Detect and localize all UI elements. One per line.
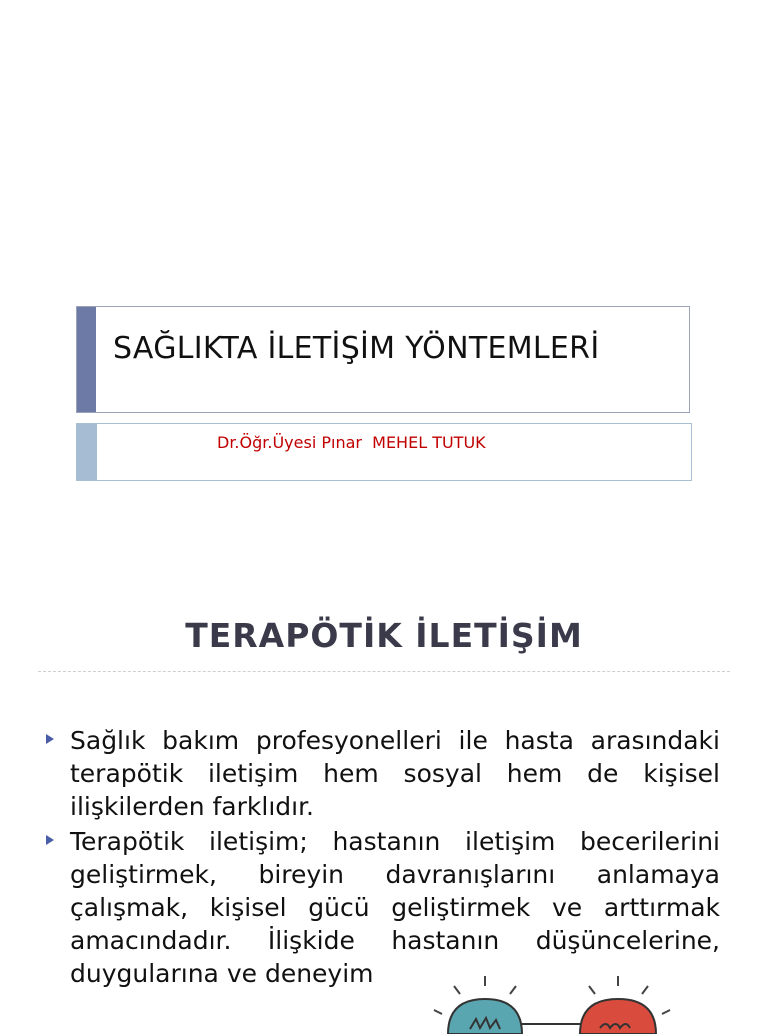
title-box: [76, 306, 690, 413]
bullet-arrow-icon: [46, 734, 54, 744]
two-heads-illustration: [430, 974, 680, 1034]
bullet-item: [44, 825, 720, 990]
heading-divider: [38, 671, 730, 672]
subtitle-box: [76, 423, 692, 481]
subtitle-accent-bar: [77, 424, 97, 480]
bullet-text: Terapötik iletişim; hastanın iletişim becerilerini geliştirmek, bireyin davranışlarını anlamaya çalışmak, kişisel gücü geliştirmek ve arttırmak amacındadır. İlişkide hastanın düşüncelerine, duygularına ve deneyim: [70, 827, 720, 988]
bullet-text: Sağlık bakım profesyonelleri ile hasta arasındaki terapötik iletişim hem sosyal hem de kişisel ilişkilerden farklıdır.: [70, 726, 720, 821]
slide-subtitle: Dr.Öğr.Üyesi Pınar MEHEL TUTUK: [217, 433, 486, 452]
content-slide: [0, 576, 768, 1024]
bullet-list: [44, 724, 720, 992]
title-accent-bar: [77, 307, 96, 412]
bullet-arrow-icon: [46, 835, 54, 845]
section-heading: TERAPÖTİK İLETİŞİM: [185, 616, 583, 655]
right-head-icon: [580, 999, 656, 1034]
bullet-item: [44, 724, 720, 823]
slide-title: SAĞLIKTA İLETİŞİM YÖNTEMLERİ: [113, 331, 600, 366]
left-head-icon: [448, 999, 522, 1034]
